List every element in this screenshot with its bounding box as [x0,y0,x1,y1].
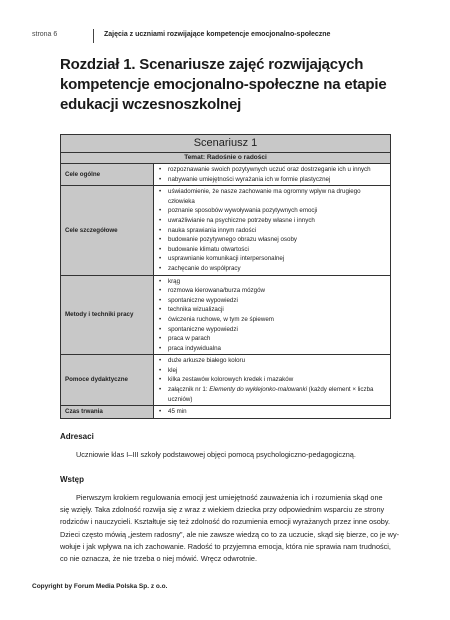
list-item: • praca indywidualna [158,344,386,354]
section-heading-wstep: Wstęp [60,475,84,484]
running-header [32,29,412,43]
scenario-topic: Temat: Radośnie o radości [61,153,391,164]
chapter-title-line: Rozdział 1. Scenariusze zajęć rozwijających [60,56,364,73]
row-value [154,186,391,275]
paragraph-line: Dzieci często mówią „jestem radosny”, ale nie zawsze wiedzą co to za uczucie, skąd się bierze, co je wy- [60,529,400,539]
attachment-suffix: (każdy element × liczba [306,386,374,394]
header-title: Zajęcia z uczniami rozwijające kompetencje emocjonalno-społeczne [104,31,331,38]
list-item: • budowanie pozytywnego obrazu własnej osoby [158,235,386,245]
row-label: Metody i techniki pracy [61,275,154,355]
paragraph-line: się wzięły. Taka zdolność rozwija się z wraz z wiekiem dziecka przy odpowiednim wsparciu ze strony [60,505,385,515]
list-item: • kilka zestawów kolorowych kredek i mazaków [158,375,386,385]
list-item-attachment [158,385,386,404]
paragraph-line: wołuje i jak wpływa na ich zachowanie. Radość to przyjemna emocja, która nie sprawia nam trudności, [60,541,391,551]
paragraph-line: rodziców i nauczycieli. Kształtuje się też zdolność do rozumienia emocji wyrażanych przez inne osoby. [60,517,390,527]
list-item: • ćwiczenia ruchowe, w tym ze śpiewem [158,315,386,325]
list-item: • uświadomienie, że nasze zachowanie ma ogromny wpływ na drugiego człowieka [158,187,386,206]
chapter-title-line: kompetencje emocjonalno-społeczne na etapie [60,76,387,93]
list-item: • rozpoznawanie swoich pozytywnych uczuć oraz dostrzeganie ich u innych [158,165,386,175]
row-label: Cele szczegółowe [61,186,154,275]
table-row [61,164,391,186]
list-item: • klej [158,366,386,376]
chapter-title-line: edukacji wczesnoszkolnej [60,96,242,113]
list-item: • nauka sprawiania innym radości [158,226,386,236]
list-item: • 45 min [158,407,386,417]
attachment-prefix: załącznik nr 1: [168,386,210,394]
row-value [154,164,391,186]
table-row [61,275,391,355]
paragraph-line: Pierwszym krokiem regulowania emocji jest umiejętność zauważenia ich i rozumienia skąd one [76,493,383,502]
table-row [61,355,391,406]
chapter-title [60,55,390,115]
list-item: • budowanie klimatu otwartości [158,245,386,255]
adresaci-text: Uczniowie klas I–III szkoły podstawowej objęci pomocą psychologiczno-pedagogiczną. [76,450,356,459]
header-divider [93,29,94,43]
list-item: • zachęcanie do współpracy [158,264,386,274]
list-item: • krąg [158,277,386,287]
section-heading-adresaci: Adresaci [60,432,94,441]
copyright-footer: Copyright by Forum Media Polska Sp. z o.o. [32,583,168,590]
row-label: Czas trwania [61,406,154,419]
list-item: • rozmowa kierowana/burza mózgów [158,286,386,296]
row-value [154,275,391,355]
scenario-title: Scenariusz 1 [61,135,391,153]
row-label: Pomoce dydaktyczne [61,355,154,406]
row-value [154,406,391,419]
list-item: • duże arkusze białego koloru [158,356,386,366]
list-item: • praca w parach [158,334,386,344]
attachment-title: Elementy do wyklejonko-malowanki [209,386,307,394]
table-row [61,406,391,419]
page-number: strona 6 [32,31,58,38]
list-item: • spontaniczne wypowiedzi [158,325,386,335]
row-label: Cele ogólne [61,164,154,186]
row-value [154,355,391,406]
list-item: • poznanie sposobów wywoływania pozytywnych emocji [158,206,386,216]
scenario-table [60,134,391,419]
paragraph-line: co nie oznacza, że nie trzeba o niej mówić. Wręcz odwrotnie. [60,554,257,564]
list-item: • technika wizualizacji [158,305,386,315]
list-item: • nabywanie umiejętności wyrażania ich w formie plastycznej [158,175,386,185]
list-item: • spontaniczne wypowiedzi [158,296,386,306]
list-item: • usprawnianie komunikacji interpersonalnej [158,254,386,264]
table-row [61,186,391,275]
wstep-paragraph [60,492,400,565]
attachment-continuation: uczniów) [168,395,193,403]
list-item: • uwrażliwianie na psychiczne potrzeby własne i innych [158,216,386,226]
